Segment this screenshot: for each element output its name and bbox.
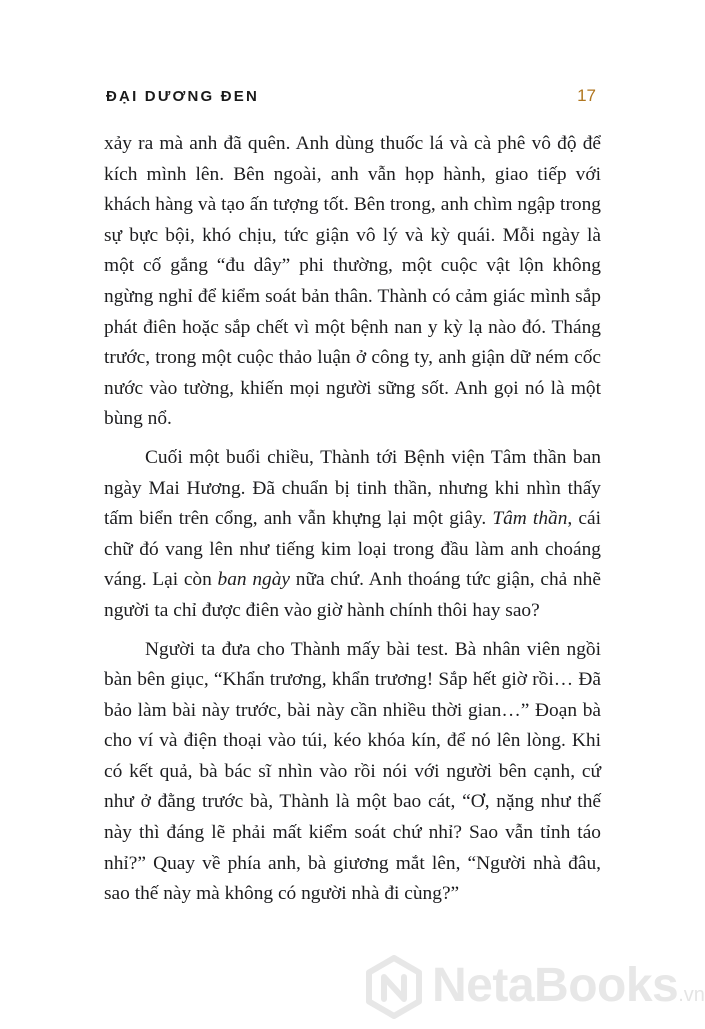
- chapter-title: ĐẠI DƯƠNG ĐEN: [106, 88, 260, 105]
- netabooks-watermark: [362, 951, 705, 1023]
- paragraph-text: xảy ra mà anh đã quên. Anh dùng thuốc lá và cà phê vô độ để kích mình lên. Bên ngoài, anh vẫn họp hành, giao tiếp với khách hàng và tạo ấn tượng tốt. Bên trong, anh chìm ngập trong sự bực bội, khó chịu, tức giận vô lý và kỳ quái. Mỗi ngày là một cố gắng “đu dây” phi thường, một cuộc vật lộn không ngừng nghỉ để kiểm soát bản thân. Thành có cảm giác mình sắp phát điên hoặc sắp chết vì một bệnh nan y kỳ lạ nào đó. Tháng trước, trong một cuộc thảo luận ở công ty, anh giận dữ ném cốc nước vào tường, khiến mọi người sững sốt. Anh gọi nó là một bùng nổ.: [104, 133, 601, 430]
- paragraph-text: nữa chứ. Anh thoáng tức giận, chả nhẽ người ta chỉ được điên vào giờ hành chính thôi hay sao?: [104, 569, 601, 621]
- body-text: [104, 129, 601, 910]
- page-number: 17: [577, 86, 596, 105]
- netabooks-logo-icon: [362, 955, 426, 1019]
- running-header: [106, 88, 596, 112]
- watermark-brand: NetaBooks: [432, 959, 679, 1012]
- paragraph-text: , cái chữ đó vang lên như tiếng kim loại trong đầu làm anh choáng váng. Lại còn: [104, 508, 601, 591]
- paragraph-text: Cuối một buổi chiều, Thành tới Bệnh viện Tâm thần ban ngày Mai Hương. Đã chuẩn bị tinh thần, nhưng khi nhìn thấy tấm biển trên cổng, anh vẫn khựng lại một giây.: [104, 446, 601, 530]
- paragraph: [104, 635, 601, 910]
- watermark-suffix: .vn: [678, 984, 705, 1006]
- italic-text: Tâm thần: [492, 508, 568, 530]
- paragraph: [104, 443, 601, 627]
- italic-text: ban ngày: [217, 569, 291, 591]
- paragraph-text: Người ta đưa cho Thành mấy bài test. Bà nhân viên ngồi bàn bên giục, “Khẩn trương, khẩn trương! Sắp hết giờ rồi… Đã bảo làm bài này trước, bài này cần nhiều thời gian…” Đoạn bà cho ví và điện thoại vào túi, kéo khóa kín, để nó lên lòng. Khi có kết quả, bà bác sĩ nhìn vào rồi nói với người bên cạnh, cứ như ở đằng trước bà, Thành là một bao cát, “Ơ, nặng như thế này thì đáng lẽ phải mất kiểm soát chứ nhỉ? Sao vẫn tỉnh táo nhỉ?” Quay về phía anh, bà giương mắt lên, “Người nhà đâu, sao thế này mà không có người nhà đi cùng?”: [104, 638, 601, 905]
- paragraph: [104, 129, 601, 435]
